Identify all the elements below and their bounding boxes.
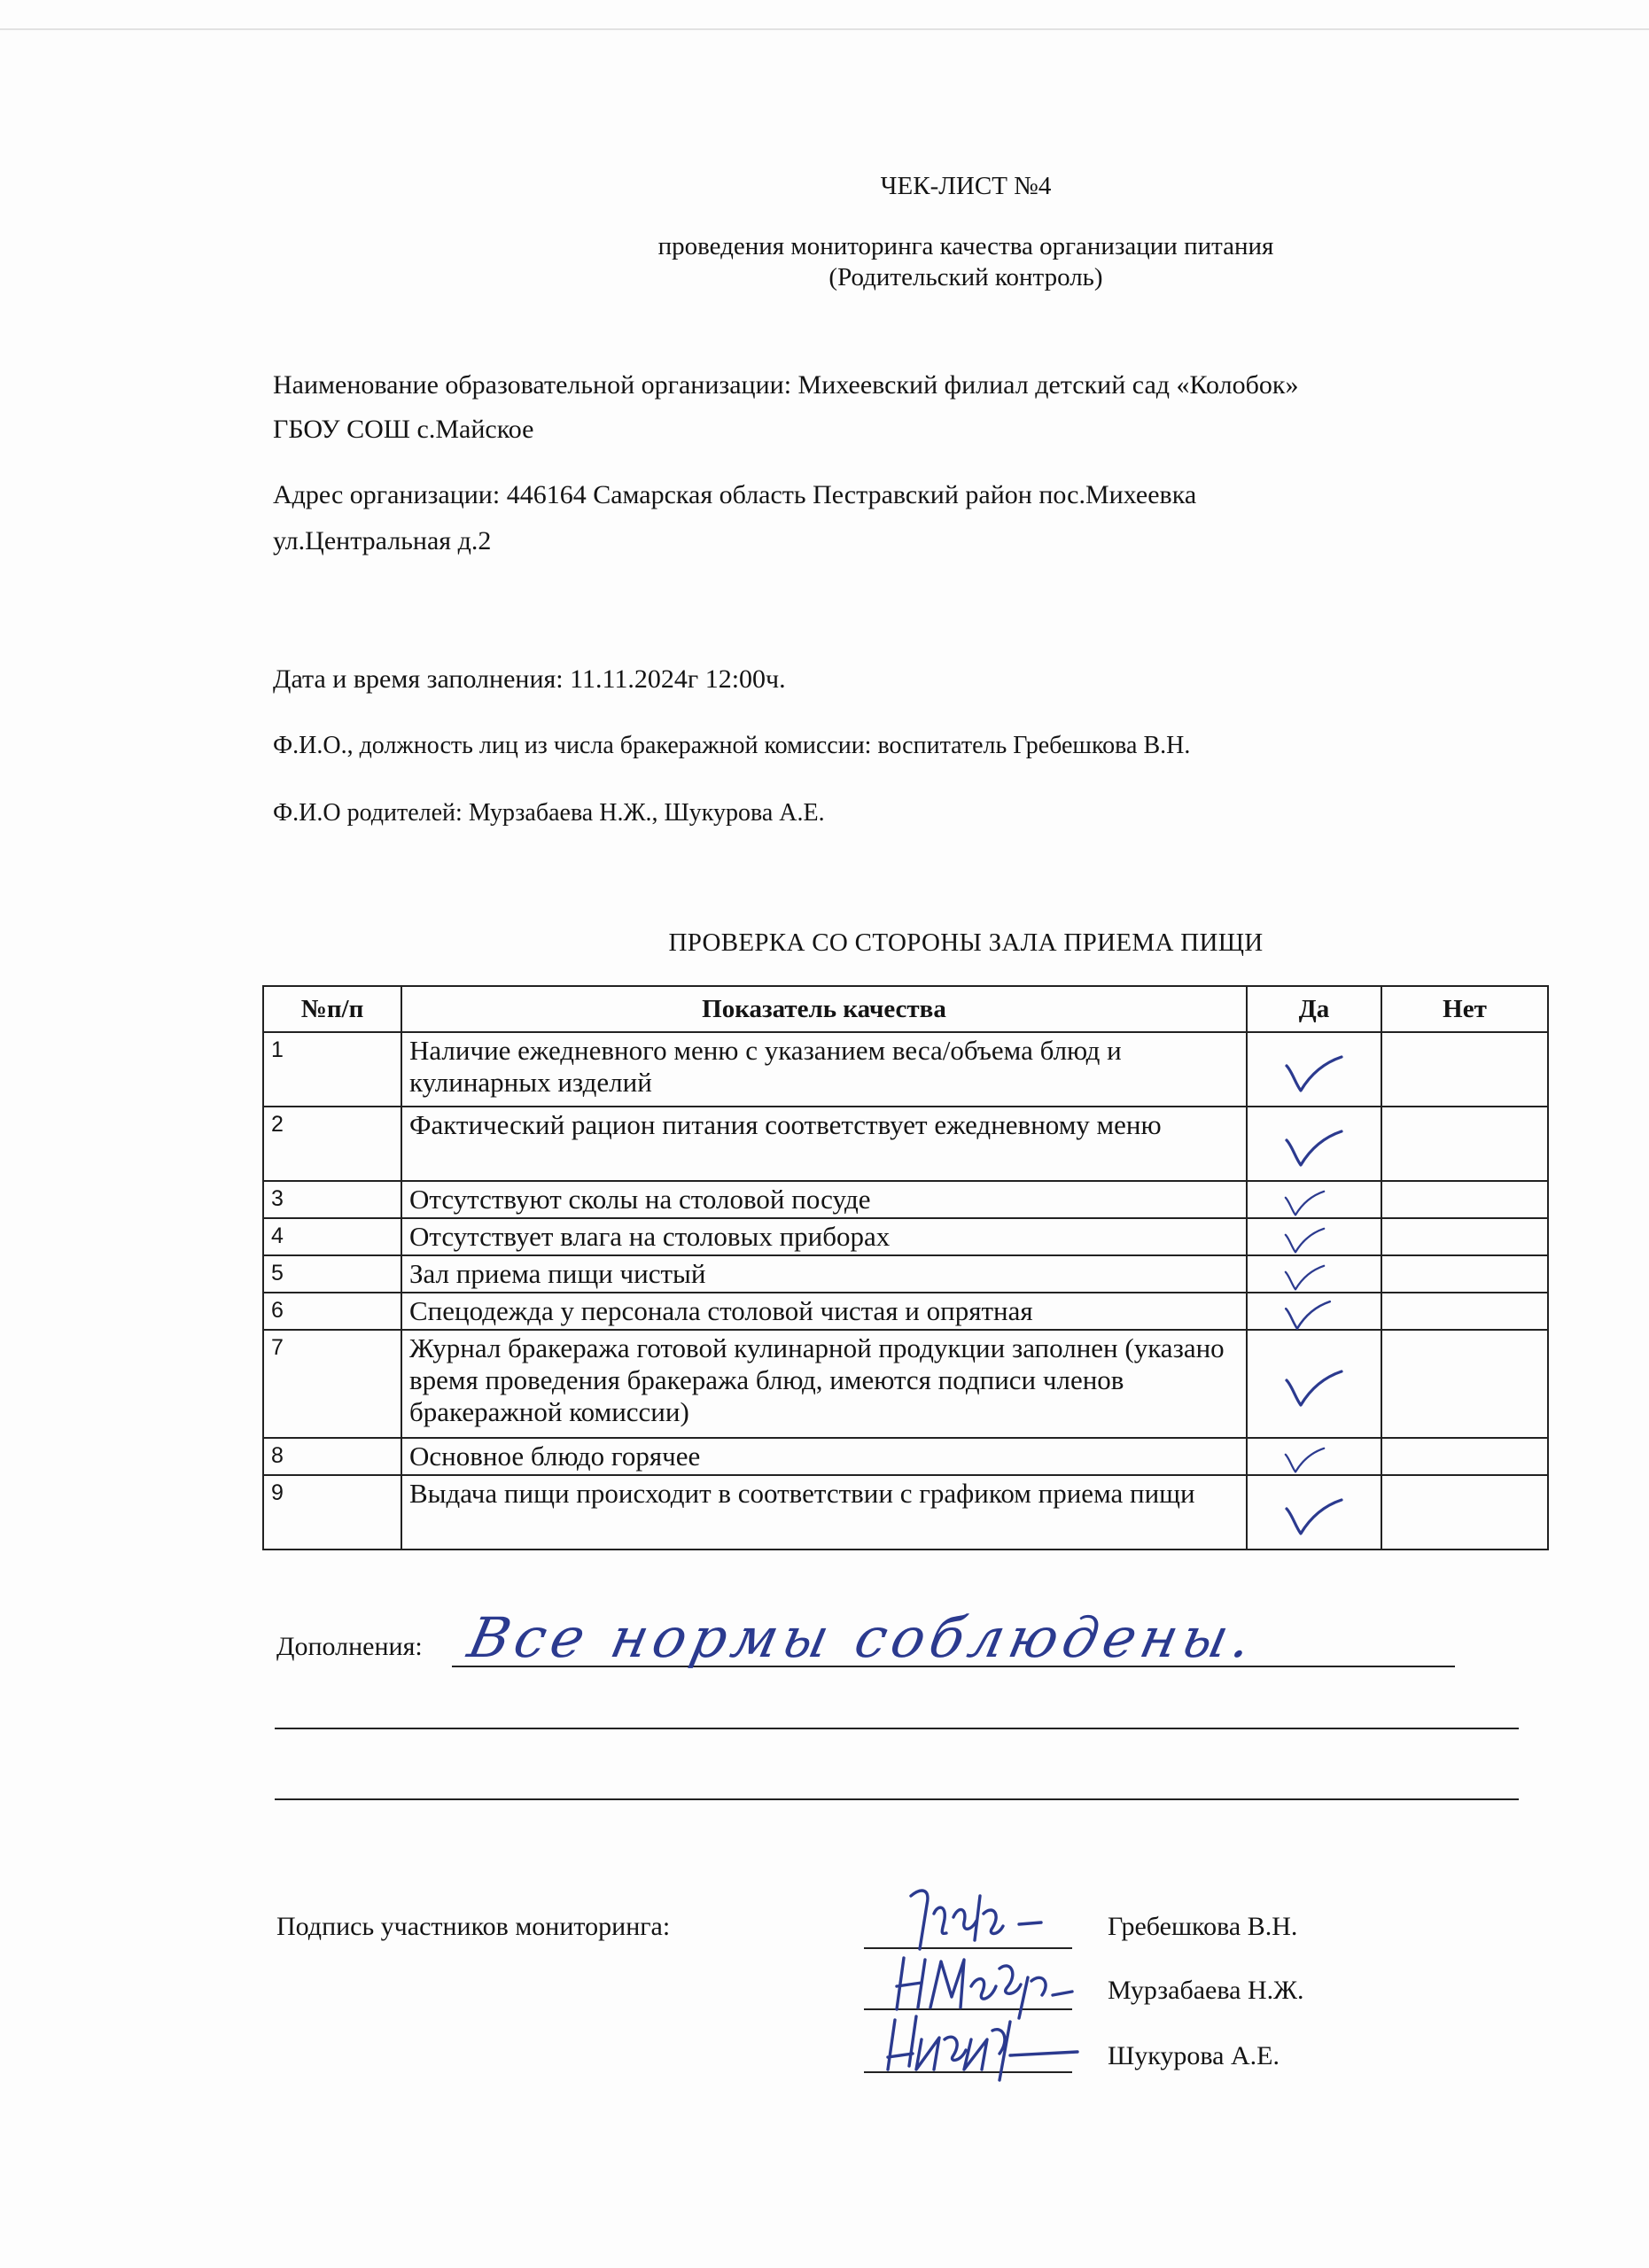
row-number: 2 (263, 1107, 401, 1181)
col-header-num: №п/п (263, 986, 401, 1032)
row-no-cell (1381, 1330, 1548, 1438)
row-number: 5 (263, 1255, 401, 1293)
scan-edge (0, 28, 1649, 30)
section-title: ПРОВЕРКА СО СТОРОНЫ ЗАЛА ПРИЕМА ПИЩИ (668, 928, 1264, 957)
checkmark-icon (1283, 1368, 1345, 1409)
org-name-line1: Наименование образовательной организации: Михеевский филиал детский сад «Колобок» (273, 370, 1299, 400)
row-yes-cell (1247, 1181, 1381, 1218)
row-indicator: Спецодежда у персонала столовой чистая и опрятная (401, 1293, 1247, 1330)
row-indicator: Наличие ежедневного меню с указанием веса/объема блюд и кулинарных изделий (401, 1032, 1247, 1107)
row-number: 4 (263, 1218, 401, 1255)
checkmark-icon (1283, 1053, 1345, 1094)
checkmark-icon (1283, 1299, 1333, 1332)
row-yes-cell (1247, 1330, 1381, 1438)
checkmark-icon (1283, 1263, 1326, 1292)
row-no-cell (1381, 1107, 1548, 1181)
fill-datetime: Дата и время заполнения: 11.11.2024г 12:00ч. (273, 664, 786, 694)
table-row (263, 1330, 1548, 1438)
table-row (263, 1293, 1548, 1330)
checkmark-icon (1283, 1226, 1326, 1254)
col-header-no: Нет (1381, 986, 1548, 1032)
row-yes-cell (1247, 1293, 1381, 1330)
additions-line-3 (275, 1798, 1519, 1800)
row-yes-cell (1247, 1107, 1381, 1181)
table-row (263, 1438, 1548, 1475)
org-address-line2: ул.Центральная д.2 (273, 526, 492, 555)
checkmark-icon (1283, 1128, 1345, 1169)
doc-subtitle-line1: проведения мониторинга качества организации питания (657, 232, 1274, 260)
org-name-line2: ГБОУ СОШ с.Майское (273, 415, 534, 444)
checkmark-icon (1283, 1189, 1326, 1217)
row-indicator: Отсутствует влага на столовых приборах (401, 1218, 1247, 1255)
row-no-cell (1381, 1032, 1548, 1107)
doc-title: ЧЕК-ЛИСТ №4 (880, 172, 1052, 200)
row-number: 3 (263, 1181, 401, 1218)
checkmark-icon (1283, 1496, 1345, 1537)
row-indicator: Зал приема пищи чистый (401, 1255, 1247, 1293)
row-indicator: Основное блюдо горячее (401, 1438, 1247, 1475)
checklist-table (262, 985, 1549, 1550)
table-row (263, 1181, 1548, 1218)
row-indicator: Отсутствуют сколы на столовой посуде (401, 1181, 1247, 1218)
row-no-cell (1381, 1293, 1548, 1330)
table-row (263, 1032, 1548, 1107)
row-number: 6 (263, 1293, 401, 1330)
row-yes-cell (1247, 1438, 1381, 1475)
row-number: 8 (263, 1438, 401, 1475)
signature-name-2: Мурзабаева Н.Ж. (1108, 1976, 1304, 2005)
row-no-cell (1381, 1475, 1548, 1550)
row-number: 1 (263, 1032, 401, 1107)
row-no-cell (1381, 1181, 1548, 1218)
doc-subtitle-line2: (Родительский контроль) (828, 263, 1103, 291)
signatures-label: Подпись участников мониторинга: (276, 1912, 671, 1941)
org-address-line1: Адрес организации: 446164 Самарская область Пестравский район пос.Михеевка (273, 480, 1197, 509)
signature-name-3: Шукурова А.Е. (1108, 2041, 1280, 2070)
row-yes-cell (1247, 1475, 1381, 1550)
row-no-cell (1381, 1255, 1548, 1293)
checkmark-icon (1283, 1446, 1326, 1474)
row-no-cell (1381, 1218, 1548, 1255)
table-header-row (263, 986, 1548, 1032)
table-row (263, 1255, 1548, 1293)
additions-label: Дополнения: (276, 1632, 423, 1661)
row-indicator: Выдача пищи происходит в соответствии с графиком приема пищи (401, 1475, 1247, 1550)
parents-names: Ф.И.О родителей: Мурзабаева Н.Ж., Шукурова А.Е. (273, 799, 825, 827)
table-row (263, 1475, 1548, 1550)
table-row (263, 1218, 1548, 1255)
col-header-indicator: Показатель качества (401, 986, 1247, 1032)
row-number: 7 (263, 1330, 401, 1438)
row-yes-cell (1247, 1218, 1381, 1255)
commission-members: Ф.И.О., должность лиц из числа бракеражной комиссии: воспитатель Гребешкова В.Н. (273, 732, 1191, 759)
row-indicator: Фактический рацион питания соответствует ежедневному меню (401, 1107, 1247, 1181)
row-yes-cell (1247, 1255, 1381, 1293)
row-no-cell (1381, 1438, 1548, 1475)
row-indicator: Журнал бракеража готовой кулинарной продукции заполнен (указано время проведения бракеража блюд, имеются подписи членов бракеражной комиссии) (401, 1330, 1247, 1438)
signature-shukurova-icon (877, 2004, 1090, 2084)
row-yes-cell (1247, 1032, 1381, 1107)
additions-handwritten: Все нормы соблюдены. (463, 1605, 1263, 1670)
signature-name-1: Гребешкова В.Н. (1108, 1912, 1298, 1941)
row-number: 9 (263, 1475, 401, 1550)
additions-line-2 (275, 1728, 1519, 1729)
table-row (263, 1107, 1548, 1181)
col-header-yes: Да (1247, 986, 1381, 1032)
